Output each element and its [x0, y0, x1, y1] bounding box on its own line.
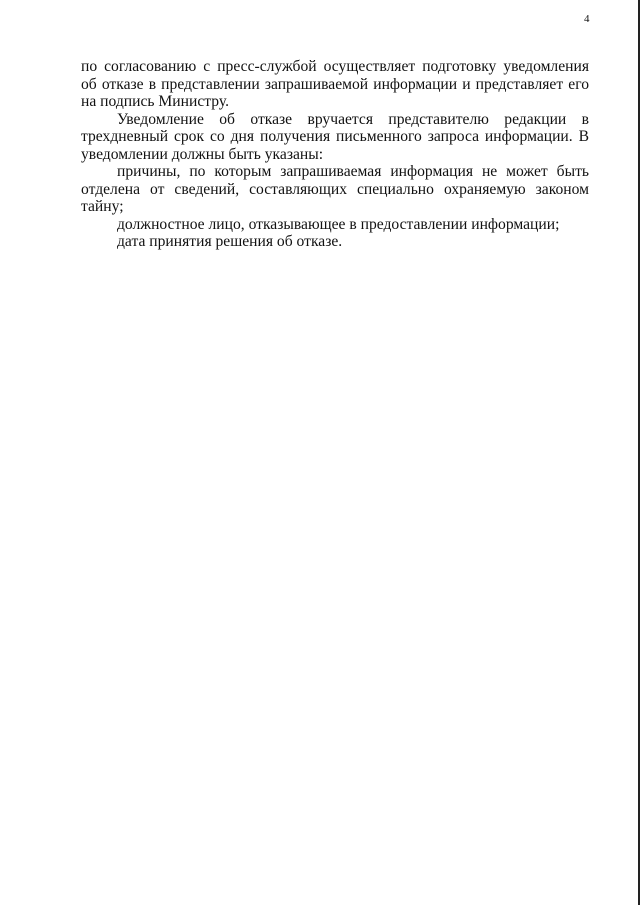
paragraph-reasons: причины, по которым запрашиваемая информация не может быть отделена от сведений, составляющих специально охраняемую законом тайну; [81, 163, 589, 215]
paragraph-refusal-notice: Уведомление об отказе вручается представителю редакции в трехдневный срок со дня получения письменного запроса информации. В уведомлении должны быть указаны: [81, 110, 589, 163]
paragraph-continuation: по согласованию с пресс-службой осуществляет подготовку уведомления об отказе в представлении запрашиваемой информации и представляет его на подпись Министру. [81, 58, 589, 110]
page-number: 4 [584, 13, 590, 25]
paragraph-official: должностное лицо, отказывающее в предоставлении информации; [117, 215, 560, 233]
paragraph-decision-date: дата принятия решения об отказе. [117, 233, 343, 250]
document-body [81, 58, 589, 251]
